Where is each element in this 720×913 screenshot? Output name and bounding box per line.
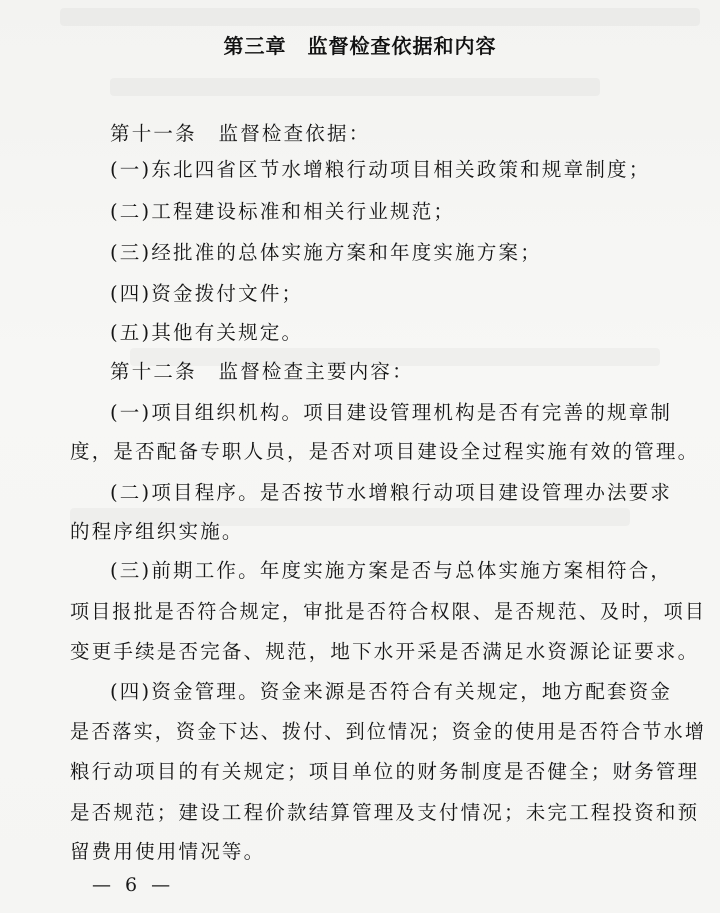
article-12-paragraph-line: 是否规范；建设工程价款结算管理及支付情况；未完工程投资和预 <box>70 801 700 824</box>
article-12-paragraph-line: 度，是否配备专职人员，是否对项目建设全过程实施有效的管理。 <box>70 440 700 463</box>
article-12-heading: 第十二条 监督检查主要内容： <box>110 360 414 383</box>
article-12-paragraph-line: 项目报批是否符合规定，审批是否符合权限、是否规范、及时，项目 <box>70 600 707 623</box>
article-12-paragraph-line: 变更手续是否完备、规范，地下水开采是否满足水资源论证要求。 <box>70 640 700 663</box>
article-12-paragraph-line: (一)项目组织机构。项目建设管理机构是否有完善的规章制 <box>110 401 673 424</box>
page-number: — 6 — <box>92 874 175 896</box>
chapter-title: 第三章 监督检查依据和内容 <box>223 34 497 58</box>
article-12-paragraph-line: (二)项目程序。是否按节水增粮行动项目建设管理办法要求 <box>110 481 673 504</box>
article-12-paragraph-line: 粮行动项目的有关规定；项目单位的财务制度是否健全；财务管理 <box>70 760 700 783</box>
article-11-item: (一)东北四省区节水增粮行动项目相关政策和规章制度； <box>110 158 651 181</box>
article-11-item: (三)经批准的总体实施方案和年度实施方案； <box>110 241 542 264</box>
article-12-paragraph-line: 留费用使用情况等。 <box>70 840 266 863</box>
article-11-item: (四)资金拨付文件； <box>110 282 304 305</box>
article-11-item: (五)其他有关规定。 <box>110 321 304 344</box>
article-12-paragraph-line: (三)前期工作。年度实施方案是否与总体实施方案相符合， <box>110 559 673 582</box>
bleed-through-mark <box>110 78 600 96</box>
article-11-item: (二)工程建设标准和相关行业规范； <box>110 200 456 223</box>
article-11-heading: 第十一条 监督检查依据： <box>110 122 371 145</box>
bleed-through-mark <box>60 8 700 26</box>
article-12-paragraph-line: 的程序组织实施。 <box>70 520 244 543</box>
article-12-paragraph-line: (四)资金管理。资金来源是否符合有关规定，地方配套资金 <box>110 680 673 703</box>
article-12-paragraph-line: 是否落实，资金下达、拨付、到位情况；资金的使用是否符合节水增 <box>70 720 707 743</box>
